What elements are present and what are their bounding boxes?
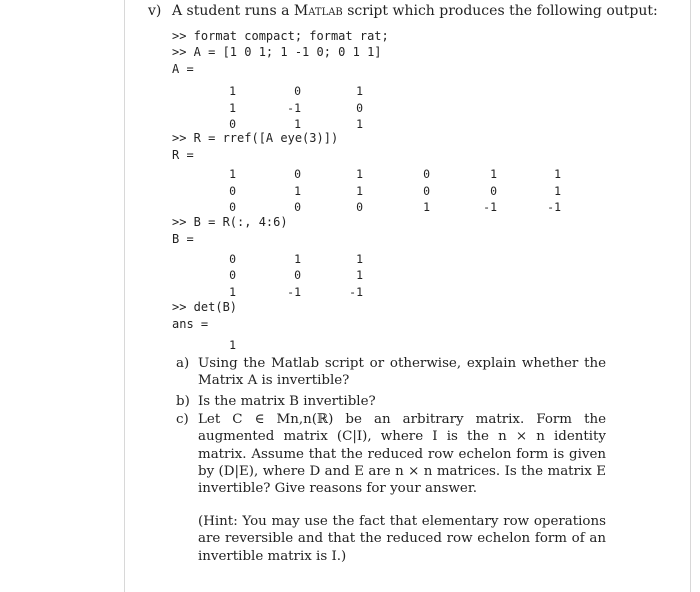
matrix-r-header: R = [172, 148, 194, 162]
part-c-label: c) [176, 412, 189, 427]
matrix-cell: 0 [294, 200, 301, 214]
part-a [176, 355, 606, 390]
command-rref: >> R = rref([A eye(3)]) [172, 131, 339, 145]
matrix-cell: 1 [356, 167, 363, 181]
question-intro-start: A student runs a [172, 3, 294, 19]
ans-header: ans = [172, 317, 209, 331]
matrix-cell: 1 [294, 252, 301, 266]
matrix-cell: 1 [229, 84, 236, 98]
matrix-b-header: B = [172, 232, 194, 246]
part-c [176, 411, 606, 497]
matrix-cell: -1 [349, 285, 363, 299]
matrix-cell: 0 [294, 268, 301, 282]
command-format: >> format compact; format rat; [172, 29, 389, 43]
matrix-cell: 1 [356, 117, 363, 131]
command-define-a: >> A = [1 0 1; 1 -1 0; 0 1 1] [172, 45, 382, 59]
matrix-cell: 1 [294, 184, 301, 198]
matrix-cell: 1 [229, 285, 236, 299]
hint-text: (Hint: You may use the fact that elementary row operations are reversible and that the reduced row echelon form of an invertible matrix is I.) [198, 514, 606, 564]
matrix-cell: 1 [554, 184, 561, 198]
part-b-text: Is the matrix B invertible? [198, 394, 376, 409]
part-c-text: Let C ∈ Mn,n(ℝ) be an arbitrary matrix. Form the augmented matrix (C|I), where I is the n × n identity matrix. Assume that the reduced row echelon form is given by (D|E), where D and E are n × n matrices. Is the matrix E invertible? Give reasons for your answer. [198, 412, 606, 497]
question-intro-end: script which produces the following output: [342, 3, 658, 19]
matlab-name: Matlab [293, 3, 343, 19]
question-heading [148, 3, 658, 19]
matrix-cell: -1 [547, 200, 561, 214]
matrix-cell: 0 [229, 252, 236, 266]
matrix-cell: 0 [229, 200, 236, 214]
matrix-cell: 1 [490, 167, 497, 181]
part-b-label: b) [176, 394, 190, 409]
matrix-cell: 0 [229, 184, 236, 198]
matrix-cell: 0 [294, 167, 301, 181]
matrix-cell: 1 [356, 84, 363, 98]
command-det: >> det(B) [172, 300, 238, 314]
matrix-cell: -1 [287, 101, 301, 115]
matrix-cell: 1 [356, 184, 363, 198]
part-b [176, 393, 606, 410]
matrix-cell: 0 [490, 184, 497, 198]
matrix-cell: 1 [356, 252, 363, 266]
matrix-cell: 1 [294, 117, 301, 131]
matrix-cell: 1 [423, 200, 430, 214]
matrix-cell: 1 [554, 167, 561, 181]
question-label: v) [148, 3, 162, 19]
part-a-label: a) [176, 356, 190, 371]
matrix-cell: -1 [483, 200, 497, 214]
matrix-cell: 1 [356, 268, 363, 282]
matrix-cell: 0 [294, 84, 301, 98]
command-define-b: >> B = R(:, 4:6) [172, 215, 288, 229]
det-answer-value: 1 [229, 338, 236, 352]
matrix-cell: 0 [356, 101, 363, 115]
matrix-cell: 0 [423, 167, 430, 181]
matrix-cell: 0 [423, 184, 430, 198]
matrix-cell: 1 [229, 101, 236, 115]
matrix-a-header: A = [172, 62, 194, 76]
matrix-cell: 0 [229, 268, 236, 282]
matrix-cell: 0 [356, 200, 363, 214]
matrix-cell: 0 [229, 117, 236, 131]
part-a-text: Using the Matlab script or otherwise, explain whether the Matrix A is invertible? [198, 356, 606, 389]
page-border-right [690, 0, 691, 592]
page-border-left [124, 0, 125, 592]
matrix-cell: 1 [229, 167, 236, 181]
matrix-cell: -1 [287, 285, 301, 299]
